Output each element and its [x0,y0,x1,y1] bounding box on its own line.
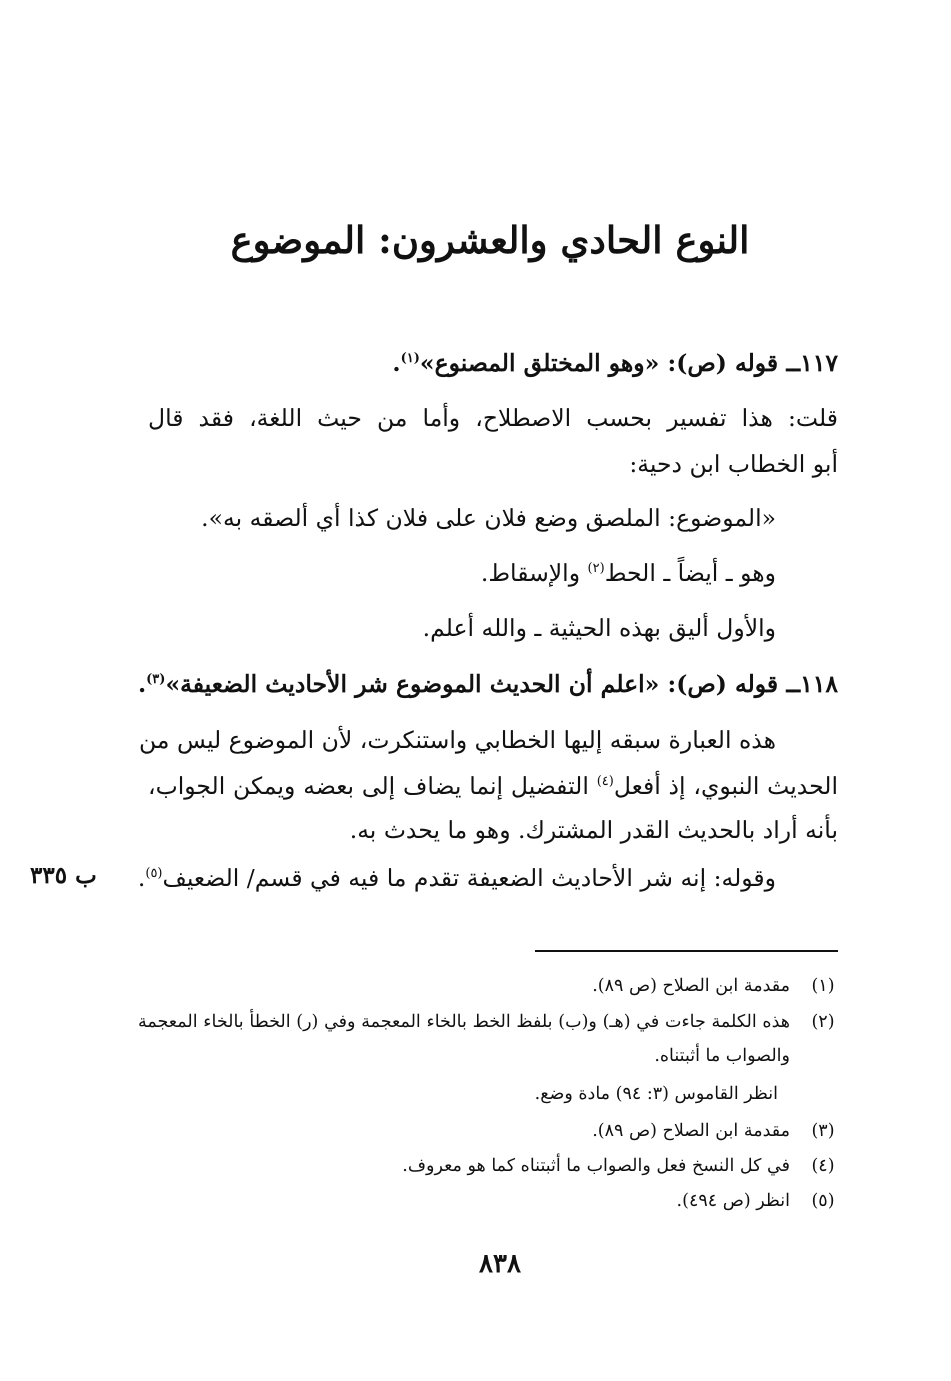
also-line [76,555,776,591]
footnote-separator [535,950,838,952]
footnote-number: (٢) [811,1012,835,1032]
manuscript-folio-marker: ب ٣٣٥ [30,862,97,889]
footnote-number: (١) [811,976,835,996]
paragraph-2-line-2-start: الحديث النبوي، إذ أفعل [613,772,838,800]
footnote-ref-4: (٤) [596,774,614,789]
footnote-text-extra: انظر القاموس (٣: ٩٤) مادة وضع. [534,1084,778,1104]
footnote-number: (٥) [811,1191,835,1211]
entry-118-text: ١١٨ــ قوله (ص): «اعلم أن الحديث الموضوع شر الأحاديث الضعيفة» [165,670,838,698]
footnote-text: مقدمة ابن الصلاح (ص ٨٩). [592,1121,790,1141]
entry-118-period: . [137,670,147,698]
footnote-ref-5: (٥) [145,866,163,881]
also-text: وهو ـ أيضاً ـ الحط [604,559,776,587]
footnote-ref-1: (١) [400,351,420,366]
footnote-text: انظر (ص ٤٩٤). [676,1191,790,1211]
paragraph-2-line-2-end: التفضيل إنما يضاف إلى بعضه ويمكن الجواب، [148,772,597,800]
footnote-number: (٣) [811,1121,835,1141]
quotation-line: «الموضوع: الملصق وضع فلان على فلان كذا أي ألصقه به». [201,504,776,532]
paragraph-1-line-2: أبو الخطاب ابن دحية: [629,450,838,478]
paragraph-2-line-1: هذه العبارة سبقه إليها الخطابي واستنكرت، لأن الموضوع ليس من [139,726,776,754]
footnote-ref-2: (٢) [587,561,605,576]
paragraph-2-line-2 [148,768,838,804]
footnote-text-continued: والصواب ما أثبتناه. [654,1046,790,1066]
footnote-text: هذه الكلمة جاءت في (هـ) و(ب) بلفظ الخط بالخاء المعجمة وفي (ر) الخطأ بالخاء المعجمة [138,1012,790,1032]
first-opinion-line: والأول أليق بهذه الحيثية ـ والله أعلم. [422,614,776,642]
paragraph-2-line-3: بأنه أراد بالحديث القدر المشترك. وهو ما يحدث به. [349,816,838,844]
entry-118-heading [138,666,838,702]
footnote-number: (٤) [811,1156,835,1176]
paragraph-3-text: وقوله: إنه شر الأحاديث الضعيفة تقدم ما فيه في قسم/ الضعيف [162,864,776,892]
footnote-text: في كل النسخ فعل والصواب ما أثبتناه كما هو معروف. [402,1156,790,1176]
chapter-title: النوع الحادي والعشرون: الموضوع [230,218,750,262]
entry-117-text: ١١٧ــ قوله (ص): «وهو المختلق المصنوع» [419,349,838,377]
entry-117-heading [138,345,838,381]
paragraph-1-line-1: قلت: هذا تفسير بحسب الاصطلاح، وأما من حيث اللغة، فقد قال [148,404,838,432]
footnote-ref-3: (٣) [146,672,166,687]
paragraph-3-period: . [137,864,146,892]
paragraph-3-line [76,860,776,896]
footnote-text: مقدمة ابن الصلاح (ص ٨٩). [592,976,790,996]
also-text-end: والإسقاط. [480,559,588,587]
entry-117-period: . [392,349,401,377]
page-number: ٨٣٨ [479,1249,521,1279]
footnote-2 [138,1008,838,1104]
